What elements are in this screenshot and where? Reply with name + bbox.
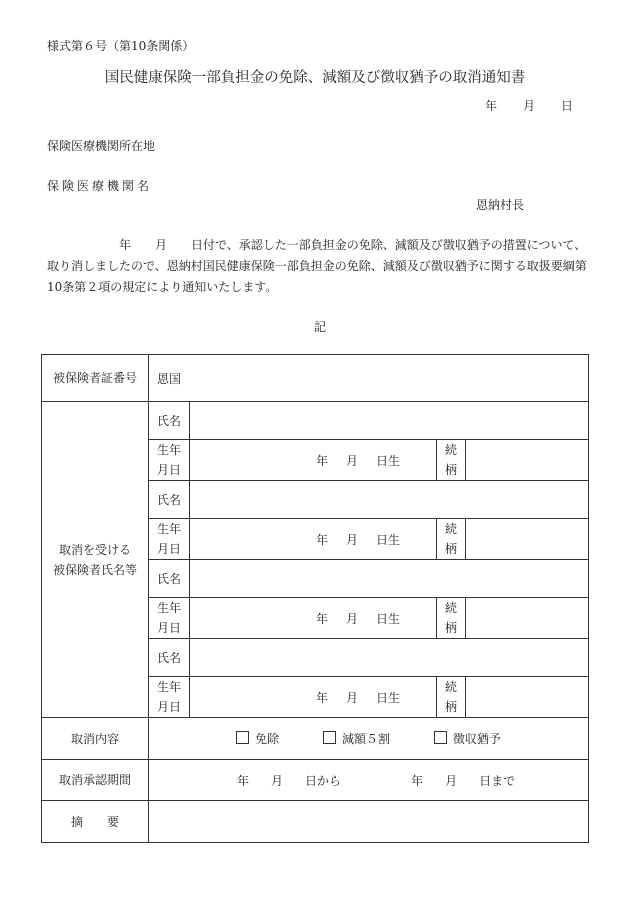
relation-label: 続 柄 — [436, 440, 465, 481]
cancel-content-options — [149, 718, 589, 760]
person-3-name-field[interactable] — [190, 560, 589, 598]
issue-date-day: 日 — [561, 99, 574, 113]
option-exemption[interactable]: 免除 — [236, 730, 279, 747]
institution-name-label: 保険医療機関名 — [47, 179, 153, 193]
person-1-birth-field[interactable]: 年 月 日生 — [190, 440, 437, 481]
cancel-content-label: 取消内容 — [42, 718, 149, 760]
person-2-name-field[interactable] — [190, 481, 589, 519]
form-number: 様式第６号（第10条関係） — [47, 39, 195, 53]
issue-date — [485, 97, 573, 114]
period-field[interactable]: 年 月 日から 年 月 日まで — [149, 760, 589, 801]
birth-label: 生年 月日 — [149, 440, 190, 481]
person-group-label-line1: 取消を受ける — [58, 542, 131, 557]
institution-address-label: 保険医療機関所在地 — [47, 139, 156, 153]
birth-label: 生年 月日 — [149, 677, 190, 718]
document-title: 国民健康保険一部負担金の免除、減額及び徴収猶予の取消通知書 — [104, 70, 526, 86]
summary-label: 摘 要 — [42, 801, 149, 843]
person-group-label — [42, 402, 149, 718]
period-label: 取消承認期間 — [42, 760, 149, 801]
body-text: 年 月 日付で、承認した一部負担金の免除、減額及び徴収猶予の措置について、取り消しましたので、恩納村国民健康保険一部負担金の免除、減額及び徴収猶予に関する取扱要綱第10条第２項の規定により通知いたします。 — [47, 238, 587, 294]
name-label: 氏名 — [149, 560, 190, 598]
name-label: 氏名 — [149, 639, 190, 677]
person-1-name-field[interactable] — [190, 402, 589, 440]
insured-number-row — [42, 355, 589, 402]
cancellation-form-table — [41, 354, 589, 843]
relation-label: 続 柄 — [436, 519, 465, 560]
insured-number-label: 被保険者証番号 — [42, 355, 149, 402]
person-3-relation-field[interactable] — [465, 598, 588, 639]
option-deferral[interactable]: 徴収猶予 — [434, 730, 501, 747]
option-reduction[interactable]: 減額５割 — [323, 730, 390, 747]
person-group-label-line2: 被保険者氏名等 — [52, 562, 137, 577]
issuer-name: 恩納村長 — [476, 198, 525, 212]
person-1-name-row — [42, 402, 589, 440]
name-label: 氏名 — [149, 402, 190, 440]
person-4-name-field[interactable] — [190, 639, 589, 677]
name-label: 氏名 — [149, 481, 190, 519]
person-2-relation-field[interactable] — [465, 519, 588, 560]
person-3-birth-field[interactable]: 年 月 日生 — [190, 598, 437, 639]
checkbox-icon[interactable] — [434, 731, 447, 744]
birth-label: 生年 月日 — [149, 519, 190, 560]
summary-field[interactable] — [149, 801, 589, 843]
birth-label: 生年 月日 — [149, 598, 190, 639]
person-1-relation-field[interactable] — [465, 440, 588, 481]
period-row — [42, 760, 589, 801]
person-2-birth-field[interactable]: 年 月 日生 — [190, 519, 437, 560]
relation-label: 続 柄 — [436, 598, 465, 639]
checkbox-icon[interactable] — [323, 731, 336, 744]
ki-label: 記 — [313, 320, 326, 334]
relation-label: 続 柄 — [436, 677, 465, 718]
insured-number-field[interactable]: 恩国 — [149, 355, 589, 402]
issue-date-year: 年 — [485, 99, 498, 113]
cancel-content-row — [42, 718, 589, 760]
issue-date-month: 月 — [523, 99, 536, 113]
summary-row — [42, 801, 589, 843]
person-4-birth-field[interactable]: 年 月 日生 — [190, 677, 437, 718]
checkbox-icon[interactable] — [236, 731, 249, 744]
person-4-relation-field[interactable] — [465, 677, 588, 718]
